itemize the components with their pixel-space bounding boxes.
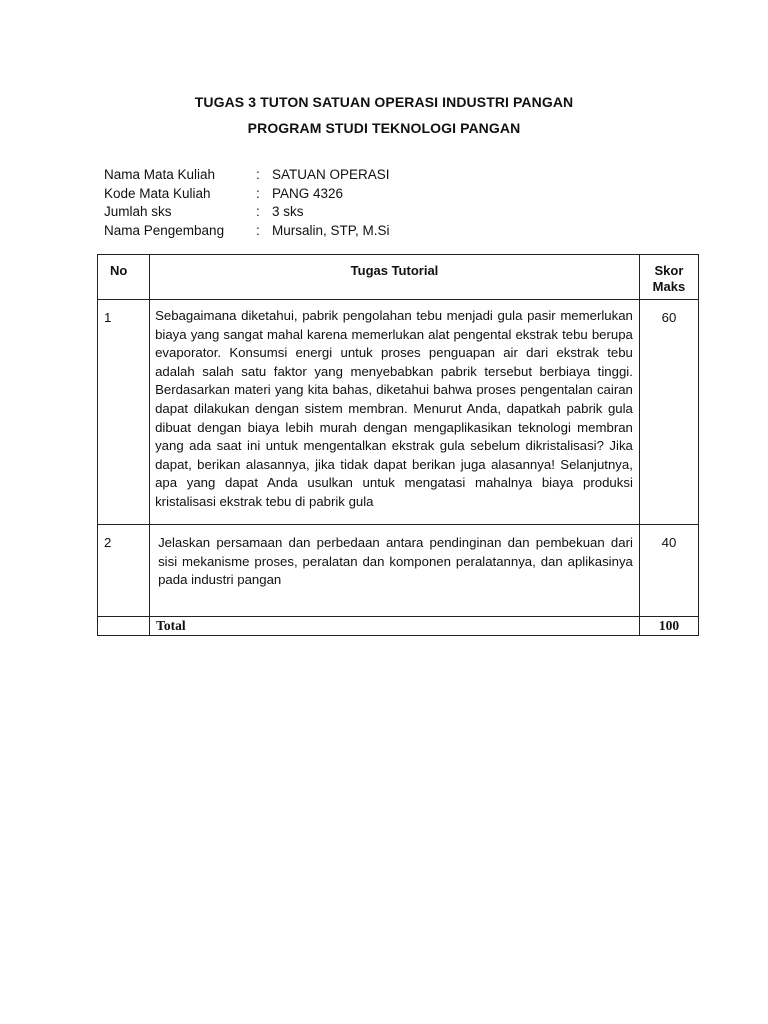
course-info — [104, 166, 390, 240]
table-row — [98, 525, 699, 617]
info-label: Jumlah sks — [104, 204, 172, 219]
info-row-developer — [104, 222, 390, 241]
info-value: Mursalin, STP, M.Si — [272, 222, 390, 238]
table-header-row — [98, 255, 699, 300]
total-row — [98, 617, 699, 636]
total-value: 100 — [639, 617, 698, 636]
max-score: 60 — [639, 300, 698, 525]
info-colon: : — [256, 204, 260, 219]
header-score: Skor Maks — [639, 255, 698, 300]
header-task: Tugas Tutorial — [150, 255, 640, 300]
task-text: Sebagaimana diketahui, pabrik pengolahan tebu menjadi gula pasir memerlukan biaya yang sangat mahal karena memerlukan alat pengental ekstrak tebu berupa evaporator. Konsumsi energi untuk proses penguapan air dari ekstrak tebu adalah salah satu faktor yang menyebabkan pabrik tersebut berbiaya tinggi. Berdasarkan materi yang kita bahas, diketahui bahwa proses pengentalan cairan dapat dilakukan dengan sistem membran. Menurut Anda, dapatkah pabrik gula dibuat dengan biaya lebih murah dengan mengaplikasikan teknologi membran yang ada saat ini untuk mengentalkan ekstrak gula sebelum dikristalisasi? Jika dapat, berikan alasannya, jika tidak dapat berikan juga alasannya! Selanjutnya, apa yang dapat Anda usulkan untuk mengatasi mahalnya biaya produksi kristalisasi ekstrak tebu di pabrik gula — [150, 300, 640, 525]
total-label: Total — [150, 617, 640, 636]
header-no: No — [98, 255, 150, 300]
row-number: 2 — [98, 525, 150, 617]
max-score: 40 — [639, 525, 698, 617]
info-colon: : — [256, 185, 260, 201]
info-value: PANG 4326 — [272, 185, 344, 201]
info-row-course-name — [104, 166, 390, 185]
info-label: Nama Mata Kuliah — [104, 167, 216, 182]
row-number: 1 — [98, 300, 150, 525]
info-colon: : — [256, 167, 260, 182]
info-value: SATUAN OPERASI — [272, 167, 390, 182]
document-title: TUGAS 3 TUTON SATUAN OPERASI INDUSTRI PANGAN — [194, 94, 574, 110]
info-value: 3 sks — [272, 204, 304, 219]
total-empty-cell — [98, 617, 150, 636]
info-row-credits — [104, 203, 390, 222]
info-row-course-code — [104, 185, 390, 204]
task-text: Jelaskan persamaan dan perbedaan antara pendinginan dan pembekuan dari sisi mekanisme proses, peralatan dan komponen peralatannya, dan aplikasinya pada industri pangan — [150, 525, 640, 617]
info-label: Kode Mata Kuliah — [104, 185, 211, 201]
table-row — [98, 300, 699, 525]
info-label: Nama Pengembang — [104, 222, 225, 238]
task-table — [97, 254, 699, 636]
document-subtitle: PROGRAM STUDI TEKNOLOGI PANGAN — [247, 120, 521, 136]
info-colon: : — [256, 222, 260, 238]
